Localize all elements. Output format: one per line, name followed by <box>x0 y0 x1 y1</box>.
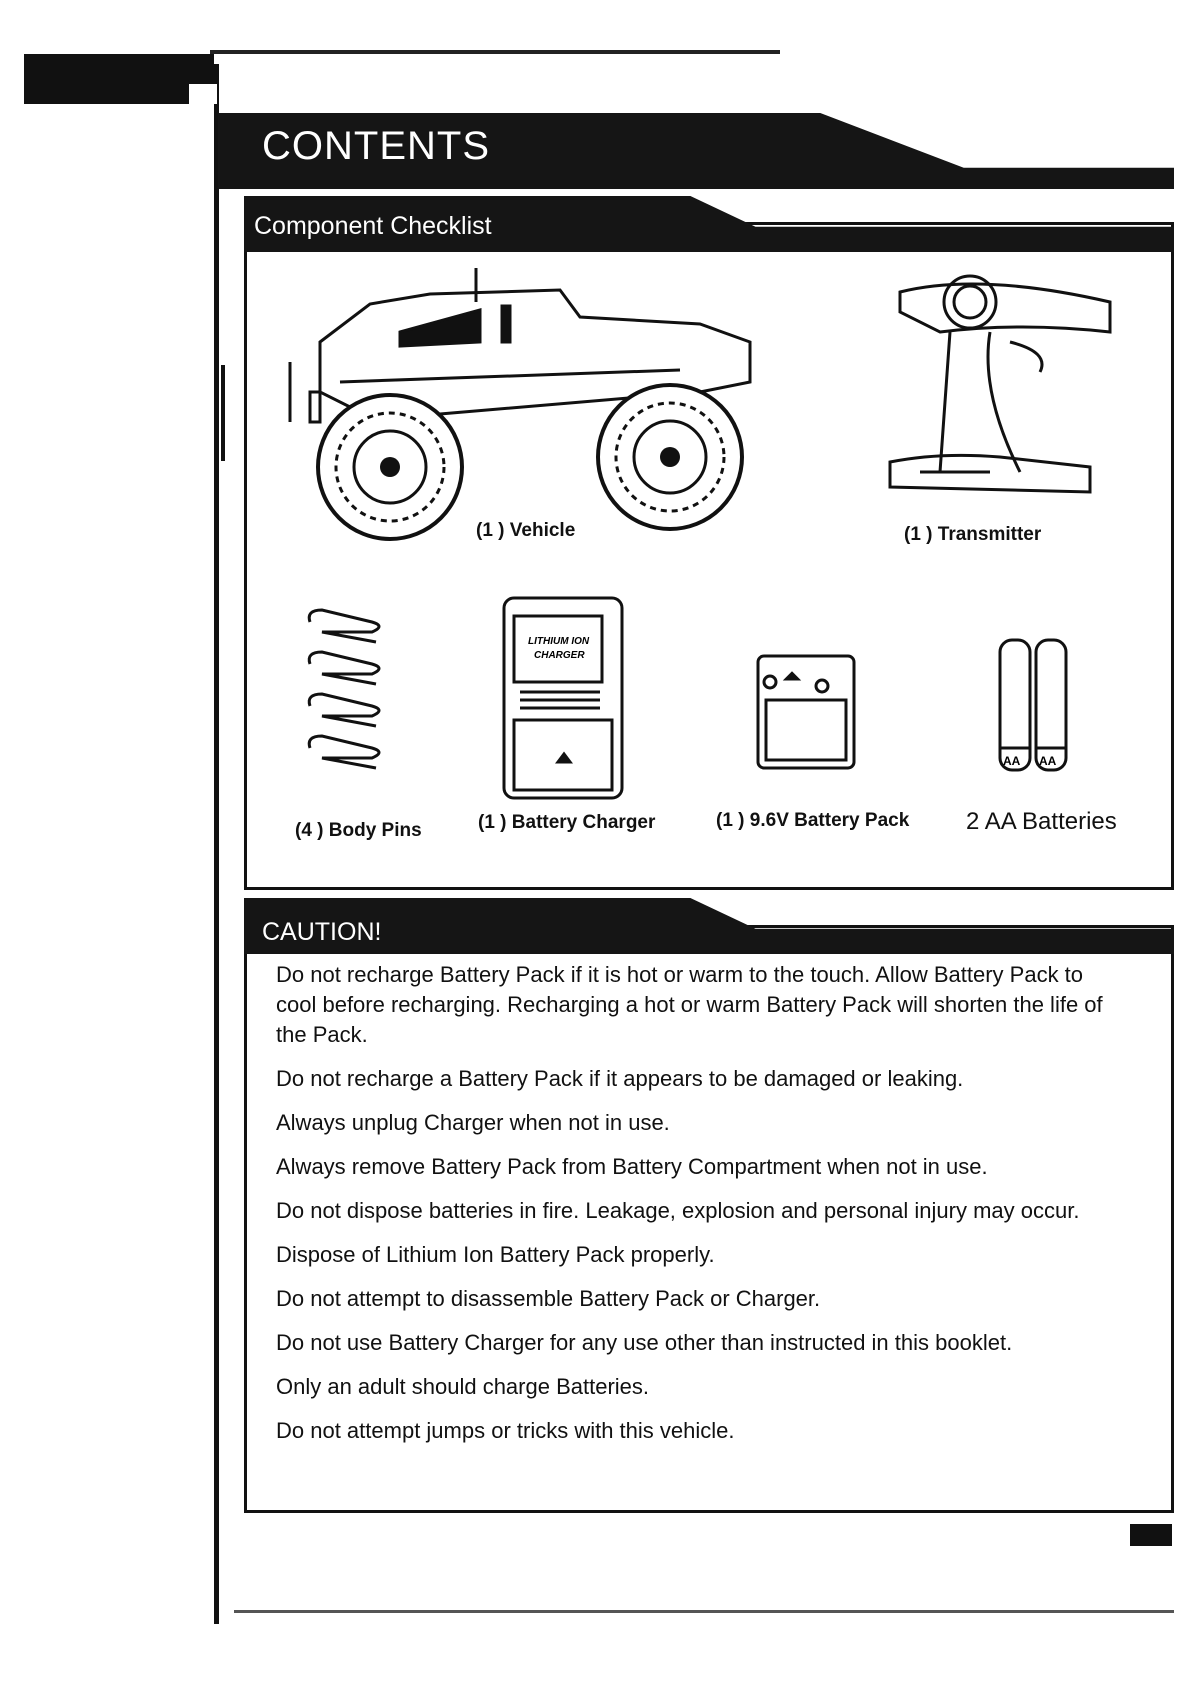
top-rule <box>210 50 780 54</box>
caution-item: Only an adult should charge Batteries. <box>276 1374 650 1399</box>
top-notch <box>186 84 217 104</box>
battery-pack-icon <box>752 650 864 774</box>
transmitter-label: (1 ) Transmitter <box>904 524 1042 545</box>
body-pins-icon <box>302 604 392 784</box>
caution-item: Always remove Battery Pack from Battery Compartment when not in use. <box>276 1154 988 1179</box>
charger-brand-text: LITHIUM ION <box>528 636 590 647</box>
rear-wheel <box>598 385 742 529</box>
caution-list <box>276 960 1116 1460</box>
checklist-title: Component Checklist <box>254 212 492 240</box>
rc-truck-icon <box>280 262 780 542</box>
caution-item: Do not attempt jumps or tricks with this vehicle. <box>276 1418 735 1443</box>
battery-charger-label: (1 ) Battery Charger <box>478 812 656 833</box>
page-title: CONTENTS <box>262 124 490 168</box>
page-tab-marker <box>1130 1524 1172 1546</box>
caution-item: Do not recharge Battery Pack if it is hot or warm to the touch. Allow Battery Pack to cool before recharging. Recharging a hot or warm Battery Pack will shorten the life of the Pack. <box>276 962 1103 1047</box>
caution-item: Do not recharge a Battery Pack if it appears to be damaged or leaking. <box>276 1066 964 1091</box>
aa-batteries-label: 2 AA Batteries <box>966 808 1117 835</box>
caution-item: Do not dispose batteries in fire. Leakage, explosion and personal injury may occur. <box>276 1198 1080 1223</box>
aa-text: AA <box>1003 754 1021 768</box>
caution-item: Always unplug Charger when not in use. <box>276 1110 670 1135</box>
caution-item: Do not use Battery Charger for any use other than instructed in this booklet. <box>276 1330 1013 1355</box>
aa-text-2: AA <box>1039 754 1057 768</box>
body-pins-label: (4 ) Body Pins <box>295 820 422 841</box>
side-tick <box>221 365 225 461</box>
battery-pack-label: (1 ) 9.6V Battery Pack <box>716 810 910 831</box>
bottom-rule <box>234 1610 1174 1613</box>
aa-batteries-icon <box>996 630 1076 774</box>
battery-charger-icon <box>500 592 640 804</box>
caution-item: Dispose of Lithium Ion Battery Pack properly. <box>276 1242 715 1267</box>
caution-title: CAUTION! <box>262 918 382 946</box>
vehicle-label: (1 ) Vehicle <box>476 520 576 541</box>
front-wheel <box>318 395 462 539</box>
caution-item: Do not attempt to disassemble Battery Pack or Charger. <box>276 1286 821 1311</box>
charger-brand-text-2: CHARGER <box>534 650 585 661</box>
left-margin-rule <box>214 64 219 1624</box>
transmitter-icon <box>880 272 1130 522</box>
